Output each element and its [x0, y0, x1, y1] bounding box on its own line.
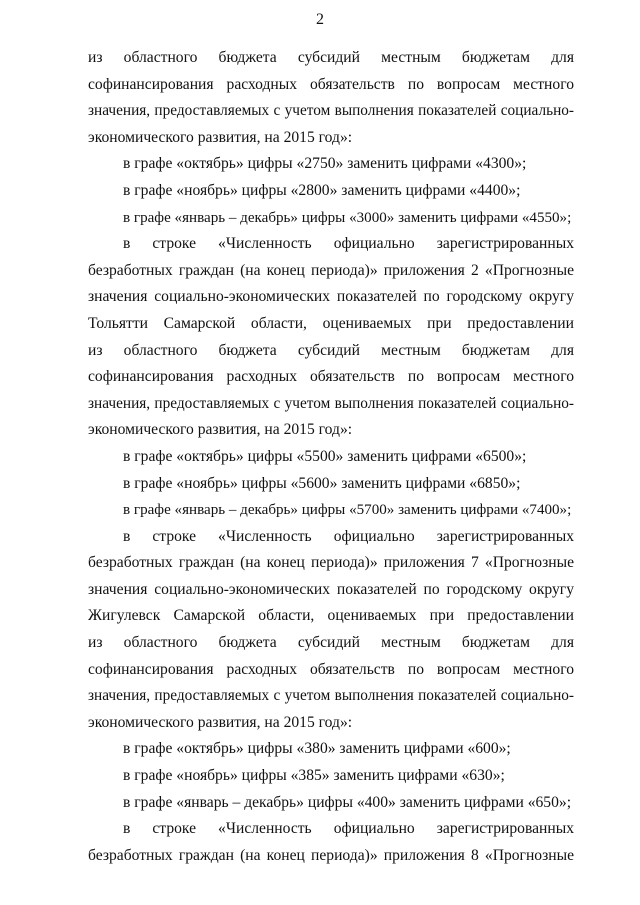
- text-line: софинансирования расходных обязательств по вопросам местного: [88, 75, 574, 93]
- text-line: в графе «ноябрь» цифры «385» заменить цифрами «630»;: [123, 767, 505, 785]
- text-line: в строке «Численность официально зарегистрированных: [123, 235, 574, 253]
- text-line: безработных граждан (на конец периода)» приложения 8 «Прогнозные: [88, 846, 574, 864]
- text-line: софинансирования расходных обязательств по вопросам местного: [88, 660, 574, 678]
- text-line: в графе «январь – декабрь» цифры «3000» заменить цифрами «4550»;: [123, 209, 572, 226]
- text-line: в графе «октябрь» цифры «380» заменить цифрами «600»;: [123, 740, 511, 758]
- text-line: из областного бюджета субсидий местным бюджетам для: [88, 341, 574, 359]
- text-line: в графе «октябрь» цифры «5500» заменить цифрами «6500»;: [123, 447, 527, 465]
- text-line: значения, предоставляемых с учетом выполнения показателей социально-: [88, 102, 574, 120]
- text-line: экономического развития, на 2015 год»:: [88, 713, 353, 731]
- text-line: значения социально-экономических показателей по городскому округу: [88, 288, 574, 306]
- text-line: в строке «Численность официально зарегистрированных: [123, 527, 574, 545]
- text-line: в графе «октябрь» цифры «2750» заменить цифрами «4300»;: [123, 155, 527, 173]
- text-line: в графе «ноябрь» цифры «5600» заменить цифрами «6850»;: [123, 474, 521, 492]
- page-number: 2: [316, 11, 324, 28]
- text-line: значения, предоставляемых с учетом выполнения показателей социально-: [88, 394, 574, 412]
- text-line: безработных граждан (на конец периода)» приложения 7 «Прогнозные: [88, 554, 574, 572]
- text-line: значения социально-экономических показателей по городскому округу: [88, 580, 574, 598]
- text-line: в графе «январь – декабрь» цифры «5700» заменить цифрами «7400»;: [123, 502, 572, 519]
- text-line: в строке «Численность официально зарегистрированных: [123, 820, 574, 838]
- text-line: значения, предоставляемых с учетом выполнения показателей социально-: [88, 687, 574, 705]
- text-line: экономического развития, на 2015 год»:: [88, 128, 353, 146]
- text-line: из областного бюджета субсидий местным бюджетам для: [88, 49, 574, 66]
- text-line: безработных граждан (на конец периода)» приложения 2 «Прогнозные: [88, 261, 574, 279]
- document-body: [88, 45, 574, 869]
- text-line: в графе «ноябрь» цифры «2800» заменить цифрами «4400»;: [123, 181, 521, 199]
- text-line: из областного бюджета субсидий местным бюджетам для: [88, 634, 574, 652]
- text-line: Тольятти Самарской области, оцениваемых при предоставлении: [88, 314, 574, 332]
- text-line: в графе «январь – декабрь» цифры «400» заменить цифрами «650»;: [123, 793, 572, 811]
- text-line: софинансирования расходных обязательств по вопросам местного: [88, 368, 574, 386]
- text-line: экономического развития, на 2015 год»:: [88, 421, 353, 439]
- text-line: Жигулевск Самарской области, оцениваемых при предоставлении: [88, 607, 574, 625]
